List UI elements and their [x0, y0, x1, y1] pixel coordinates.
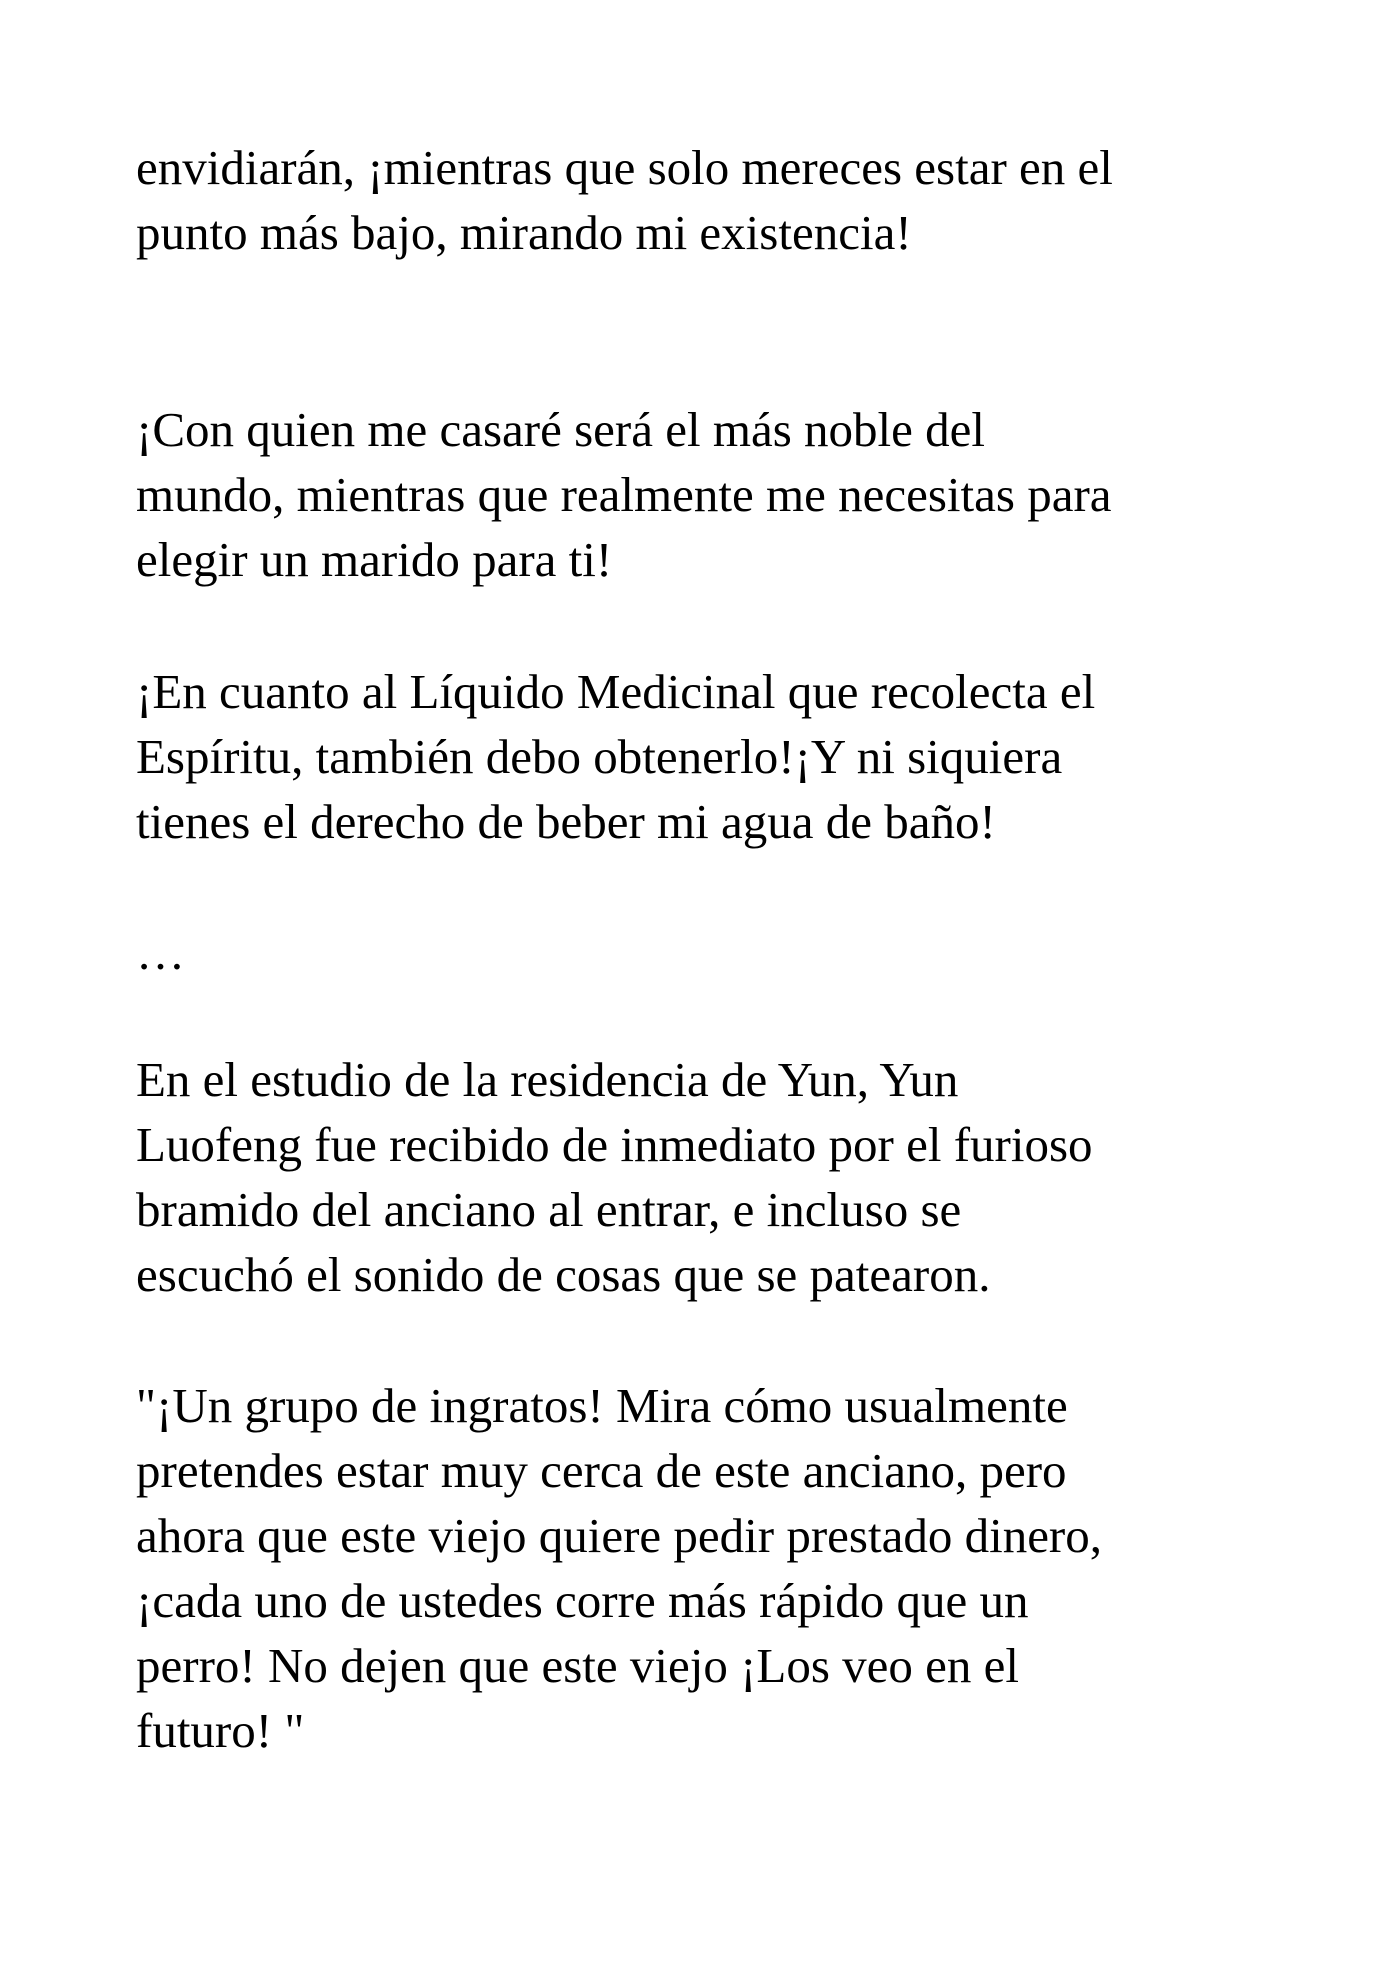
paragraph-4: [136, 1047, 1316, 1307]
paragraph-line: ¡En cuanto al Líquido Medicinal que recolecta el: [136, 664, 1096, 719]
paragraph-ellipsis: [136, 920, 1316, 985]
paragraph-line: En el estudio de la residencia de Yun, Yun: [136, 1052, 959, 1107]
paragraph-line: escuchó el sonido de cosas que se patearon.: [136, 1247, 991, 1302]
paragraph-line: pretendes estar muy cerca de este anciano, pero: [136, 1443, 1067, 1498]
paragraph-line: punto más bajo, mirando mi existencia!: [136, 205, 912, 260]
paragraph-line: envidiarán, ¡mientras que solo mereces estar en el: [136, 140, 1113, 195]
paragraph-line: ahora que este viejo quiere pedir prestado dinero,: [136, 1508, 1103, 1563]
paragraph-2: [136, 397, 1316, 592]
paragraph-3: [136, 659, 1316, 854]
paragraph-line: mundo, mientras que realmente me necesitas para: [136, 467, 1112, 522]
paragraph-line: futuro! ": [136, 1703, 305, 1758]
paragraph-5: [136, 1373, 1316, 1763]
paragraph-1: [136, 135, 1316, 265]
paragraph-line: Espíritu, también debo obtenerlo!¡Y ni siquiera: [136, 729, 1063, 784]
paragraph-line: ¡Con quien me casaré será el más noble del: [136, 402, 986, 457]
ellipsis-line: …: [136, 925, 185, 980]
paragraph-line: ¡cada uno de ustedes corre más rápido que un: [136, 1573, 1029, 1628]
paragraph-line: Luofeng fue recibido de inmediato por el furioso: [136, 1117, 1093, 1172]
paragraph-line: "¡Un grupo de ingratos! Mira cómo usualmente: [136, 1378, 1068, 1433]
paragraph-line: perro! No dejen que este viejo ¡Los veo en el: [136, 1638, 1020, 1693]
paragraph-line: elegir un marido para ti!: [136, 532, 613, 587]
paragraph-line: tienes el derecho de beber mi agua de baño!: [136, 794, 996, 849]
paragraph-line: bramido del anciano al entrar, e incluso se: [136, 1182, 962, 1237]
